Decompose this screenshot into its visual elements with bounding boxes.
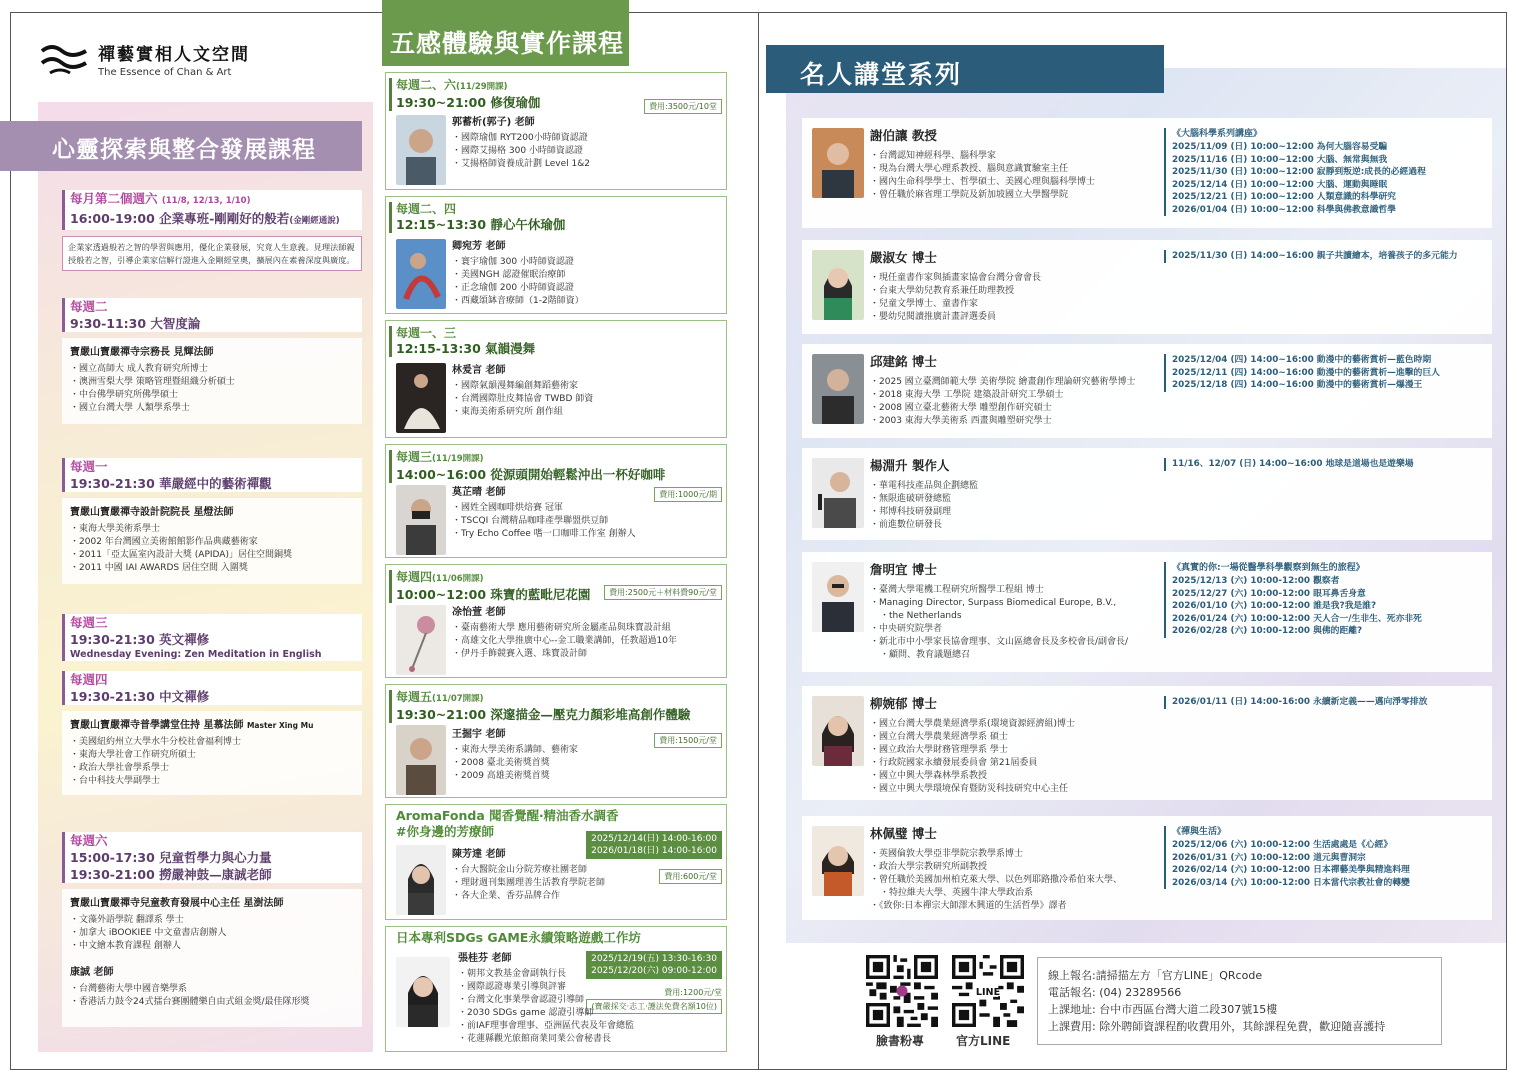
online-registration: 線上報名:請掃描左方「官方LINE」QRcode (1048, 969, 1263, 982)
session: 2026/01/11 (日) 14:00-16:00 永續新定義——邁向淨零排放 (1172, 697, 1428, 707)
credential: ・ 國立政治大學財務管理學系 學士 (870, 744, 1075, 757)
course-start-date: (11/19開課) (432, 454, 484, 464)
credential: ・ 2011 中國 IAI AWARDS 居住空間 入圍獎 (70, 562, 354, 575)
credential: ・ 艾揚格師資養成計劃 Level 1&2 (452, 158, 590, 171)
speaker-card (802, 118, 1492, 228)
mid-course-painting (385, 684, 727, 798)
teacher-photo (396, 845, 446, 915)
course-title-en: Wednesday Evening: Zen Meditation in English (70, 649, 322, 660)
credential: ・ 香港活力鼓令24式擂台賽團體樂自由式組金獎/最佳隊形獎 (70, 996, 354, 1009)
session: 2025/12/04 (四) 14:00~16:00 動漫中的藝術賞析—藍色時期 (1172, 355, 1432, 365)
credential: ・ 無限進破研發總監 (870, 493, 978, 506)
speaker-photo (812, 826, 864, 896)
logo (40, 40, 250, 78)
credential: ・ 2008 臺北美術獎首獎 (452, 757, 578, 770)
course-fee: 費用:1000元/期 (654, 487, 722, 502)
speaker-card (802, 552, 1492, 672)
speaker-photo (812, 128, 864, 198)
right-section-banner: 名人講堂系列 (766, 45, 1164, 93)
speaker-name: 林佩璧 博士 (870, 826, 937, 841)
course-date: 2026/01/18(日) 14:00-16:00 (591, 846, 717, 856)
course-schedule: 每週二 (70, 299, 108, 314)
credential: ・ 台東大學幼兒教育系兼任助理教授 (870, 285, 1041, 298)
line-qr-code[interactable] (952, 955, 1024, 1027)
course-title-2: 19:30-21:00 撈嚴神鼓—康誠老師 (70, 867, 272, 882)
course-title: 19:30-21:30 英文禪修 (70, 632, 210, 647)
credential: ・ 台灣文化事業學會認證引導師 (458, 994, 634, 1007)
credential: ・ 前進數位研發長 (870, 519, 978, 532)
teacher-name: 凃怡萱 老師 (452, 607, 506, 618)
course-date: 2025/12/20(六) 09:00-12:00 (591, 966, 717, 976)
speaker-card (802, 448, 1492, 540)
session: 2026/01/31 (六) 10:00-12:00 道元與曹洞宗 (1172, 852, 1366, 863)
course-schedule: 每週二、六 (396, 78, 457, 92)
speaker-photo (812, 696, 864, 766)
session: 2025/11/30 (日) 10:00~12:00 寂靜到叛逆:成長的必經過程 (1172, 167, 1426, 177)
teacher-name: 寶嚴山寶嚴禪寺宗務長 見輝法師 (70, 347, 214, 358)
credential: ・ 2009 高雄美術獎首獎 (452, 770, 578, 783)
series-title: 《真實的你:一場從醫學科學觀察到無生的旅程》 (1172, 563, 1365, 573)
left-course-enterprise (62, 190, 362, 271)
credential: ・ 曾任職於麻省理工學院及新加坡國立大學醫學院 (870, 189, 1095, 202)
teacher-name: 張桂芬 老師 (458, 953, 512, 964)
credential: ・ 加拿大 iBOOKIEE 中文童書店創辦人 (70, 927, 354, 940)
teacher-name-en: Master Xing Mu (246, 721, 314, 730)
logo-name-en: The Essence of Chan & Art (98, 67, 232, 78)
left-course-meditation (62, 614, 362, 795)
session: 2025/12/18 (四) 14:00~16:00 動漫中的藝術賞析—爆漫王 (1172, 380, 1423, 390)
course-schedule: 每週四 (70, 672, 108, 687)
course-title: 10:00~12:00 珠寶的藍毗尼花園 (396, 587, 591, 602)
teacher-photo (396, 957, 450, 1027)
course-schedule: 每週一、三 (396, 326, 457, 340)
course-schedule: 每週二、四 (396, 202, 457, 216)
credential: ・ 台灣藝術大學中國音樂學系 (70, 983, 354, 996)
credential: ・ 嬰幼兒閱讀推廣計畫評選委員 (870, 311, 1041, 324)
credential: ・ 東海大學美術系學士 (70, 523, 354, 536)
credential: ・ 伊丹手飾競賽入選、珠寶設計師 (452, 648, 677, 661)
mid-course-aroma (385, 804, 727, 920)
credential: ・ 國立台灣大學農業經濟學系(環境資源經濟組)博士 (870, 718, 1075, 731)
course-title: 14:00~16:00 從源頭開始輕鬆沖出一杯好咖啡 (396, 467, 666, 482)
course-title: 12:15-13:30 氣韻漫舞 (396, 341, 536, 356)
credential: ・ 行政院國家永續發展委員會 第21屆委員 (870, 757, 1075, 770)
series-title: 《大腦科學系列講座》 (1172, 129, 1263, 139)
series-title: 《禪與生活》 (1172, 827, 1227, 837)
credential: ・ 中央研究院學者 (870, 623, 1128, 636)
credential: ・ 英國倫敦大學亞非學院宗教學系博士 (870, 848, 1122, 861)
course-subtitle: (金剛經通說) (289, 216, 340, 226)
course-title: 15:00-17:30 兒童哲學力與心力量 (70, 850, 272, 865)
left-course-children (62, 832, 362, 1027)
session: 11/16、12/07 (日) 14:00~16:00 地球是道場也是遊樂場 (1172, 459, 1414, 469)
registration-info (1037, 957, 1442, 1045)
credential: ・ 國內生命科學學士、哲學碩士、美國心理與腦科學博士 (870, 176, 1095, 189)
course-start-date: (11/06開課) (432, 574, 484, 584)
speaker-name: 楊淵升 製作人 (870, 458, 950, 473)
credential: ・ 2018 東海大學 工學院 建築設計研究工學碩士 (870, 389, 1136, 402)
mid-course-yoga-noon (385, 196, 727, 314)
credential: ・ 台灣認知神經科學、腦科學家 (870, 150, 1095, 163)
session: 2026/02/14 (六) 10:00-12:00 日本禪藝美學與精進料理 (1172, 865, 1410, 875)
credential: ・ 美國紐約州立大學水牛分校社會福利博士 (70, 736, 354, 749)
course-fee-note: (寶嚴採交‧志工‧護法免費名額10位) (586, 999, 722, 1014)
teacher-photo (396, 239, 446, 309)
mid-course-yoga-restore (385, 72, 727, 190)
credential: ・ 現任童書作家與插畫家協會台灣分會會長 (870, 272, 1041, 285)
credential: ・ 國立台灣大學 人類學系學士 (70, 402, 354, 415)
credential: ・ 正念瑜伽 200 小時師資認證 (452, 282, 584, 295)
credential: ・ 東海大學社會工作研究所碩士 (70, 749, 354, 762)
speaker-name: 柳婉郁 博士 (870, 696, 937, 711)
logo-wave-icon (40, 41, 88, 77)
teacher-photo (396, 115, 446, 185)
credential: ・ 各大企業、香芬品牌合作 (452, 890, 605, 903)
course-title: 19:30~21:00 深邃描金—壓克力顏彩堆高創作體驗 (396, 707, 691, 722)
speaker-card (802, 816, 1492, 920)
credential: ・ 東海美術系研究所 創作組 (452, 406, 593, 419)
course-title: 9:30-11:30 大智度論 (70, 316, 201, 331)
credential: ・ 寰宇瑜伽 300 小時師資認證 (452, 256, 584, 269)
course-description: 企業家透過般若之智的學習與應用，優化企業發展，究竟人生意義。見理法師親授般若之智，引導企業家信解行證進入金剛經堂奧，擴展內在素養深度與廣度。 (62, 236, 362, 271)
teacher-name: 陳芳達 老師 (452, 849, 506, 860)
credential: ・ 邦博科技研發副理 (870, 506, 978, 519)
teacher-name: 寶嚴山寶嚴禪寺兒童教育發展中心主任 星澍法師 (70, 898, 284, 909)
credential-continued: ・ 特拉維夫大學、英國牛津大學政治系 (870, 887, 1122, 900)
course-title: 12:15~13:30 靜心午休瑜伽 (396, 217, 566, 232)
teacher-photo (396, 485, 446, 555)
class-address: 上課地址: 台中市西區台灣大道二段307號15樓 (1048, 1003, 1278, 1016)
course-schedule: 每週一 (70, 459, 108, 474)
course-title: 日本專利SDGs GAME永續策略遊戲工作坊 (396, 930, 641, 945)
speaker-photo (812, 562, 864, 632)
credential: ・ 2008 國立臺北藝術大學 雕塑創作研究碩士 (870, 402, 1136, 415)
left-course-huayan (62, 458, 362, 584)
credential: ・ TSCQI 台灣精品咖啡產學聯盟烘豆師 (452, 515, 636, 528)
teacher-photo (396, 605, 446, 675)
credential: ・ 前IAF理事會理事、亞洲區代表及年會總監 (458, 1020, 634, 1033)
session: 2025/11/09 (日) 10:00~12:00 為何大腦容易受騙 (1172, 142, 1388, 152)
credential: ・ 文藻外語學院 翻譯系 學士 (70, 914, 354, 927)
middle-section-banner: 五感體驗與實作課程 (382, 0, 629, 66)
course-title: AromaFonda 聞香覺醒‧精油香水調香 (396, 808, 619, 823)
course-date: 2025/12/19(五) 13:30-16:30 (591, 954, 717, 964)
session: 2026/01/10 (六) 10:00-12:00 誰是我?我是誰? (1172, 601, 1377, 611)
course-dates: (11/8, 12/13, 1/10) (161, 196, 251, 206)
session: 2025/12/14 (日) 10:00~12:00 大腦、運動與睡眠 (1172, 179, 1388, 190)
mid-course-sdgs (385, 926, 727, 1052)
course-date: 2025/12/14(日) 14:00-16:00 (591, 834, 717, 844)
speaker-name: 謝伯讓 教授 (870, 128, 937, 143)
session: 2026/03/14 (六) 10:00-12:00 日本當代宗教社會的轉變 (1172, 877, 1410, 888)
teacher-photo (396, 363, 446, 433)
teacher-name: 卿宛芳 老師 (452, 241, 506, 252)
course-fee: 費用:3500元/10堂 (644, 99, 722, 114)
credential: ・ 《致你:日本禪宗大師澤木興道的生活哲學》譯者 (870, 900, 1122, 913)
credential: ・ 2003 東海大學美術系 西畫與雕塑研究學士 (870, 415, 1136, 428)
class-fee-note: 上課費用: 除外聘師資課程酌收費用外，其餘課程免費，歡迎隨喜護持 (1048, 1020, 1386, 1033)
credential: ・ 朝邦文教基金會副執行長 (458, 968, 634, 981)
teacher-name: 林爰言 老師 (452, 365, 506, 376)
speaker-photo (812, 354, 864, 424)
line-qr-label: 官方LINE (956, 1034, 1011, 1048)
credential: ・ 台大醫院金山分院芳療社團老師 (452, 864, 605, 877)
credential: ・ 國立中興大學森林學系教授 (870, 770, 1075, 783)
credential-continued: ・ the Netherlands (870, 610, 1128, 623)
course-title: 19:30~21:00 修復瑜伽 (396, 95, 541, 110)
credential: ・ 理財週刊集團理善生活教育學院老師 (452, 877, 605, 890)
credential: ・ 曾任職於美國加州柏克萊大學、以色列耶路撒冷希伯來大學、 (870, 874, 1122, 887)
session: 2025/12/06 (六) 10:00-12:00 生活處處是《心經》 (1172, 840, 1393, 850)
teacher-name: 康誠 老師 (70, 967, 114, 978)
speaker-card (802, 686, 1492, 800)
session: 2025/12/11 (四) 14:00~16:00 動漫中的藝術賞析—進擊的巨人 (1172, 367, 1440, 378)
session: 2025/11/30 (日) 14:00~16:00 親子共讀繪本，培養孩子的多元能力 (1172, 251, 1458, 261)
facebook-qr-label: 臉書粉專 (876, 1034, 925, 1048)
session: 2025/12/13 (六) 10:00-12:00 觀察者 (1172, 576, 1340, 586)
speaker-name: 詹明宜 博士 (870, 562, 937, 577)
course-start-date: (11/29開課) (456, 82, 508, 92)
teacher-name: 寶嚴山寶嚴禪寺普學講堂住持 星慕法師 (70, 720, 244, 731)
credential: ・ 東海大學美術系講師、藝術家 (452, 744, 578, 757)
left-section-banner: 心靈探索與整合發展課程 (0, 121, 362, 171)
credential: ・ 2011「亞太區室內設計大獎 (APIDA)」居住空間銅獎 (70, 549, 354, 562)
speaker-name: 嚴淑女 博士 (870, 250, 937, 265)
credential: ・ 國立台灣大學農業經濟學系 碩士 (870, 731, 1075, 744)
mid-course-dance (385, 320, 727, 438)
teacher-name: 寶嚴山寶嚴禪寺設計院院長 星燈法師 (70, 507, 234, 518)
session: 2026/02/28 (六) 10:00-12:00 與佛的距離? (1172, 626, 1363, 636)
credential: ・ 高雄文化大學推廣中心--金工職業講師，任教超過10年 (452, 635, 677, 648)
credential: ・ 臺灣大學電機工程研究所醫學工程組 博士 (870, 584, 1128, 597)
credential: ・ 兒童文學博士、童書作家 (870, 298, 1041, 311)
credential: ・ 政治大學宗教研究所副教授 (870, 861, 1122, 874)
speaker-card (802, 240, 1492, 334)
credential: ・ 國立中興大學環境保育暨防災科技研究中心主任 (870, 783, 1075, 796)
credential: ・ 西藏頌缽音療師（1-2階師資） (452, 295, 584, 308)
mid-course-coffee (385, 444, 727, 558)
course-title: 19:30-21:30 華嚴經中的藝術禪觀 (70, 476, 272, 491)
session: 2025/12/21 (日) 10:00~12:00 人類意識的科學研究 (1172, 192, 1396, 202)
line-logo-text: LINE (975, 986, 1001, 998)
credential: ・ 國際氣韻漫舞編創舞蹈藝術家 (452, 380, 593, 393)
course-fee: 費用:2500元＋材料費90元/堂 (604, 585, 722, 600)
credential: ・ 臺南藝術大學 應用藝術研究所金屬產品與珠寶設計組 (452, 622, 677, 635)
course-title: 19:30-21:30 中文禪修 (70, 689, 210, 704)
session: 2026/01/04 (日) 10:00~12:00 科學與佛教意識哲學 (1172, 204, 1396, 215)
course-schedule: 每月第二個週六 (70, 191, 158, 206)
credential: ・ 華電科技產品與企劃總監 (870, 480, 978, 493)
credential: ・ Try Echo Coffee 嗜一口咖啡工作室 創辦人 (452, 528, 636, 541)
credential: ・ 台中科技大學副學士 (70, 775, 354, 788)
credential: ・ 國際瑜伽 RYT200小時師資認證 (452, 132, 590, 145)
facebook-qr-code[interactable] (866, 955, 938, 1027)
credential-continued: ・ 顧問、教育議題總召 (870, 649, 1128, 662)
credential: ・ 新北市中小學家長協會理事、文山區總會長及多校會長/副會長/ (870, 636, 1128, 649)
phone-registration: 電話報名: (04) 23289566 (1048, 986, 1182, 999)
session: 2025/11/16 (日) 10:00~12:00 大腦、無常與無我 (1172, 154, 1388, 165)
left-course-dazhidu (62, 298, 362, 424)
credential: ・ 花蓮縣觀光旅館商業同業公會秘書長 (458, 1033, 634, 1046)
credential: ・ 美國NGH 認證催眠治療師 (452, 269, 584, 282)
teacher-name: 莫芷晴 老師 (452, 487, 506, 498)
credential: ・ 中台佛學研究所佛學碩士 (70, 389, 354, 402)
speaker-photo (812, 458, 864, 528)
course-title: 16:00-19:00 企業專班-剛剛好的般若 (70, 211, 290, 226)
credential: ・ 國際認證專業引導與評審 (458, 981, 634, 994)
credential: ・ 中文繪本教育課程 創辦人 (70, 940, 354, 953)
credential: ・ 2025 國立臺灣師範大學 美術學院 繪畫創作理論研究藝術學博士 (870, 376, 1136, 389)
speaker-name: 邱建銘 博士 (870, 354, 937, 369)
course-fee: 費用:1200元/堂 (586, 987, 722, 998)
course-schedule: 每週三 (70, 615, 108, 630)
credential: ・ 政治大學社會學系學士 (70, 762, 354, 775)
course-subtitle: #你身邊的芳療師 (396, 824, 494, 839)
credential: ・ 國姓全國咖啡烘焙賽 冠軍 (452, 502, 636, 515)
credential: ・ 2002 年台灣國立美術館館影作品典藏藝術家 (70, 536, 354, 549)
session: 2025/12/27 (六) 10:00-12:00 眼耳鼻舌身意 (1172, 588, 1366, 599)
credential: ・ 國際艾揚格 300 小時師資認證 (452, 145, 590, 158)
credential: ・ 現為台灣大學心理系教授、腦與意識實驗室主任 (870, 163, 1095, 176)
teacher-name: 王掘宇 老師 (452, 729, 506, 740)
course-start-date: (11/07開課) (432, 694, 484, 704)
credential: ・ 國立高師大 成人教育研究所博士 (70, 363, 354, 376)
credential: ・ Managing Director, Surpass Biomedical Europe, B.V., (870, 597, 1128, 610)
course-fee: 費用:1500元/堂 (654, 733, 722, 748)
credential: ・ 澳洲雪梨大學 策略管理暨組織分析碩士 (70, 376, 354, 389)
speaker-card (802, 344, 1492, 438)
course-schedule: 每週四 (396, 570, 433, 584)
logo-name-zh: 禪藝實相人文空間 (98, 45, 250, 65)
course-schedule: 每週三 (396, 450, 433, 464)
fold-line (758, 12, 759, 1070)
session: 2026/01/24 (六) 10:00-12:00 天人合一/生非生、死亦非死 (1172, 613, 1422, 624)
speaker-photo (812, 250, 864, 320)
course-schedule: 每週六 (70, 833, 108, 848)
course-fee: 費用:600元/堂 (659, 869, 722, 884)
mid-course-jewelry (385, 564, 727, 678)
credential: ・ 2030 SDGs game 認證引導師 (458, 1007, 634, 1020)
course-schedule: 每週五 (396, 690, 433, 704)
teacher-photo (396, 725, 446, 795)
credential: ・ 台灣國際肚皮舞協會 TWBD 師資 (452, 393, 593, 406)
teacher-name: 郭蓄析(郭子) 老師 (452, 117, 535, 128)
